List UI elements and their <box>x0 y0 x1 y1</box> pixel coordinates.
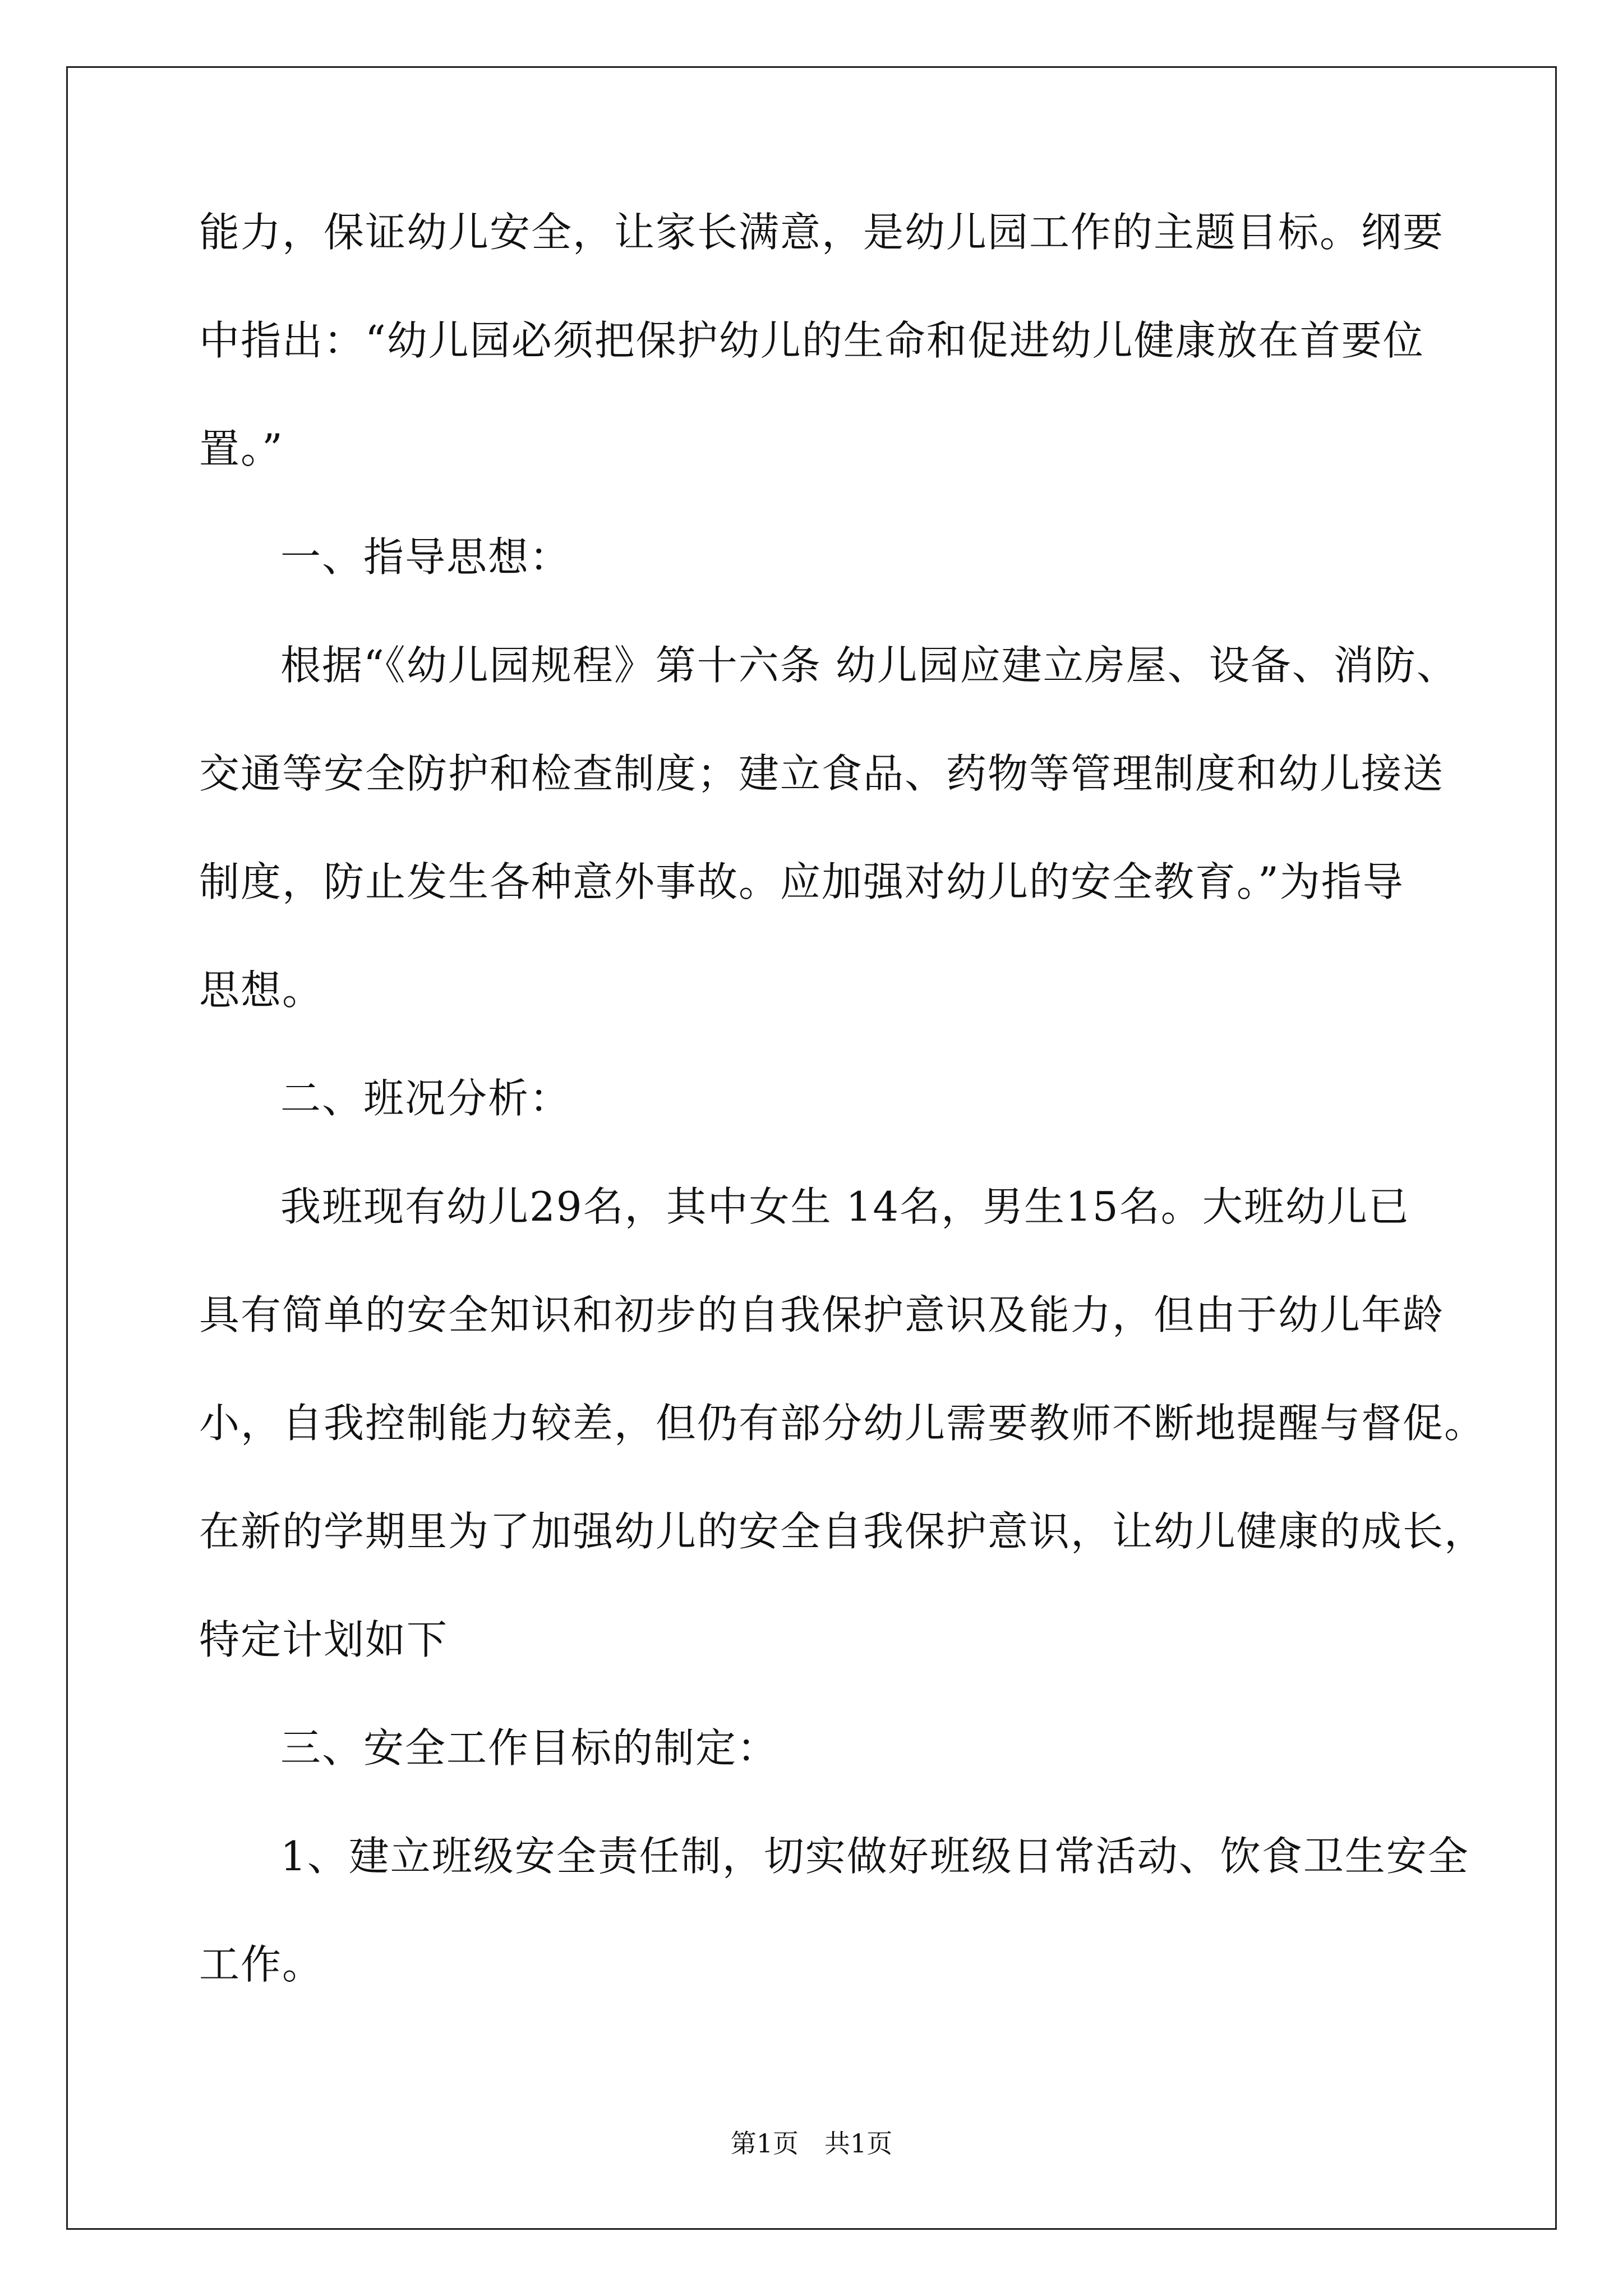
text-line: 制度，防止发生各种意外事故。应加强对幼儿的安全教育。”为指导 <box>199 858 1404 905</box>
text-line: 根据“《幼儿园规程》第十六条 幼儿园应建立房屋、设备、消防、 <box>280 642 1458 689</box>
text-line: 特定计划如下 <box>199 1616 449 1663</box>
page-number-label: 第1页 共1页 <box>730 2128 893 2159</box>
text-line: 小，自我控制能力较差，但仍有部分幼儿需要教师不断地提醒与督促。 <box>199 1400 1486 1447</box>
section-heading-guiding-ideology: 一、指导思想： <box>280 533 571 581</box>
document-body <box>199 209 1486 2053</box>
text-line: 1、建立班级安全责任制，切实做好班级日常活动、饮食卫生安全 <box>280 1833 1469 1880</box>
text-line: 中指出：“幼儿园必须把保护幼儿的生命和促进幼儿健康放在首要位 <box>199 317 1424 364</box>
page-footer <box>0 2128 1623 2159</box>
section-heading-safety-goals: 三、安全工作目标的制定： <box>280 1724 779 1772</box>
text-line: 我班现有幼儿29名，其中女生 14名，男生15名。大班幼儿已 <box>280 1183 1410 1230</box>
text-line: 工作。 <box>199 1941 324 1988</box>
section-heading-class-analysis: 二、班况分析： <box>280 1075 571 1122</box>
text-line: 交通等安全防护和检查制度；建立食品、药物等管理制度和幼儿接送 <box>199 750 1445 797</box>
text-line: 具有简单的安全知识和初步的自我保护意识及能力，但由于幼儿年龄 <box>199 1291 1445 1338</box>
text-line: 能力，保证幼儿安全，让家长满意，是幼儿园工作的主题目标。纲要 <box>199 209 1445 256</box>
text-line: 置。” <box>199 425 284 472</box>
text-line: 思想。 <box>199 967 324 1014</box>
text-line: 在新的学期里为了加强幼儿的安全自我保护意识，让幼儿健康的成长， <box>199 1508 1486 1555</box>
